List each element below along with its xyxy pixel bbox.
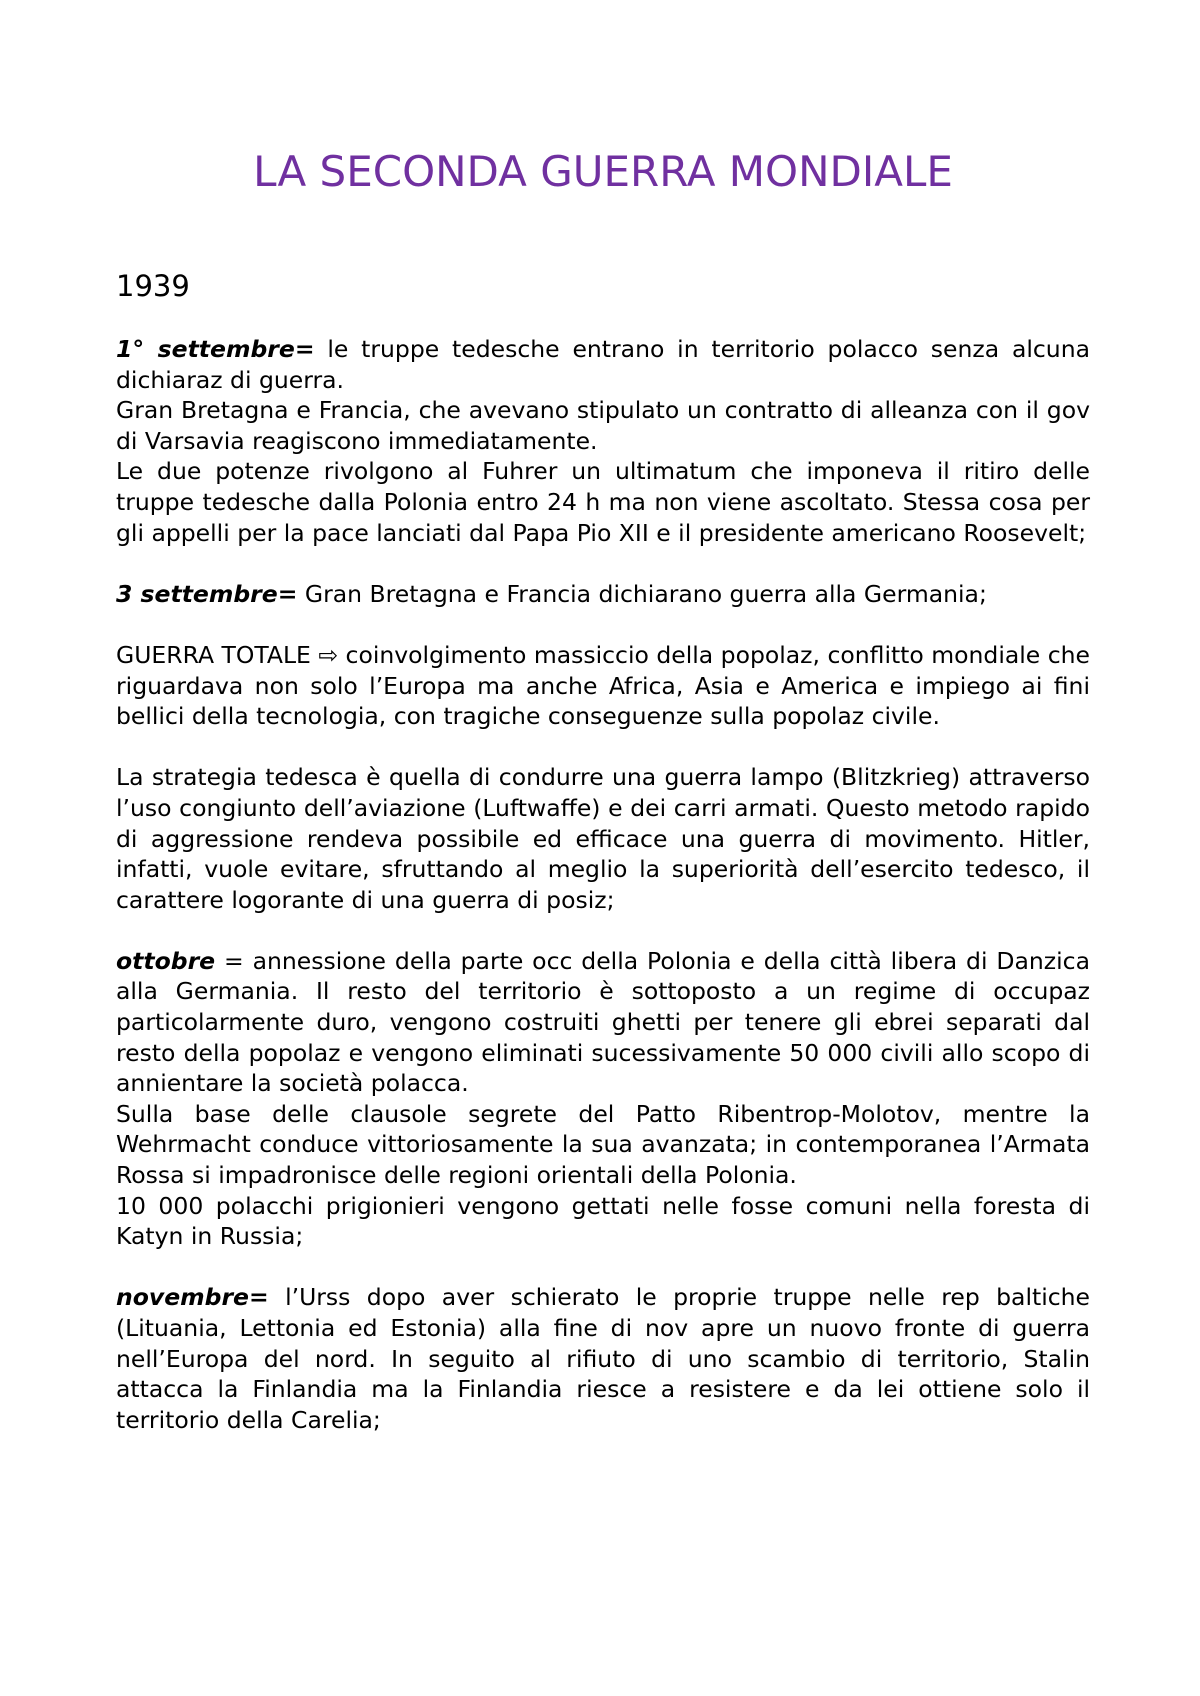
- paragraph-line: Sulla base delle clausole segrete del Patto Ribentrop-Molotov, mentre la Wehrmacht conduce vittoriosamente la sua avanzata; in contemporanea l’Armata Rossa si impadronisce delle regioni orientali della Polonia.: [116, 1099, 1090, 1190]
- paragraph-1-settembre: [116, 334, 1090, 548]
- paragraph-line: Gran Bretagna e Francia, che avevano stipulato un contratto di alleanza con il gov di Varsavia reagiscono immediatamente.: [116, 396, 1090, 455]
- date-label: 1° settembre=: [116, 335, 315, 363]
- paragraph-novembre: novembre= l’Urss dopo aver schierato le proprie truppe nelle rep baltiche (Lituania, Lettonia ed Estonia) alla fine di nov apre un nuovo fronte di guerra nell’Europa del nord. In seguito al rifiuto di uno scambio di territorio, Stalin attacca la Finlandia ma la Finlandia riesce a resistere e da lei ottiene solo il territorio della Carelia;: [116, 1283, 1090, 1434]
- paragraph-line: ottobre = annessione della parte occ della Polonia e della città libera di Danzica alla Germania. Il resto del territorio è sottoposto a un regime di occupaz particolarmente duro, vengono costruiti ghetti per tenere gli ebrei separati dal resto della popolaz e vengono eliminati sucessivamente 50 000 civili allo scopo di annientare la società polacca.: [116, 946, 1090, 1098]
- date-label: 3 settembre=: [116, 579, 298, 608]
- paragraph-line: Le due potenze rivolgono al Fuhrer un ultimatum che imponeva il ritiro delle truppe tedesche dalla Polonia entro 24 h ma non viene ascoltato. Stessa cosa per gli appelli per la pace lanciati dal Papa Pio XII e il presidente americano Roosevelt;: [116, 457, 1090, 547]
- paragraph-strategia: La strategia tedesca è quella di condurre una guerra lampo (Blitzkrieg) attraverso l’uso congiunto dell’aviazione (Luftwaffe) e dei carri armati. Questo metodo rapido di aggressione rendeva possibile ed efficace una guerra di movimento. Hitler, infatti, vuole evitare, sfruttando al meglio la superiorità dell’esercito tedesco, il carattere logorante di una guerra di posiz;: [116, 763, 1090, 914]
- paragraph-guerra-totale: GUERRA TOTALE ⇨ coinvolgimento massiccio della popolaz, conflitto mondiale che riguardava non solo l’Europa ma anche Africa, Asia e America e impiego ai fini bellici della tecnologia, con tragiche conseguenze sulla popolaz civile.: [116, 640, 1090, 731]
- paragraph-line: 10 000 polacchi prigionieri vengono gettati nelle fosse comuni nella foresta di Katyn in Russia;: [116, 1191, 1090, 1251]
- document-body: [116, 334, 1090, 1466]
- paragraph-line: 1° settembre= le truppe tedesche entrano in territorio polacco senza alcuna dichiaraz di guerra.: [116, 335, 1090, 394]
- date-label: novembre=: [116, 1283, 269, 1312]
- date-label: ottobre: [116, 946, 216, 975]
- document-title: LA SECONDA GUERRA MONDIALE: [253, 147, 953, 196]
- paragraph-ottobre: [116, 946, 1090, 1252]
- year-heading: 1939: [116, 269, 190, 303]
- paragraph-3-settembre: 3 settembre= Gran Bretagna e Francia dichiarano guerra alla Germania;: [116, 579, 987, 608]
